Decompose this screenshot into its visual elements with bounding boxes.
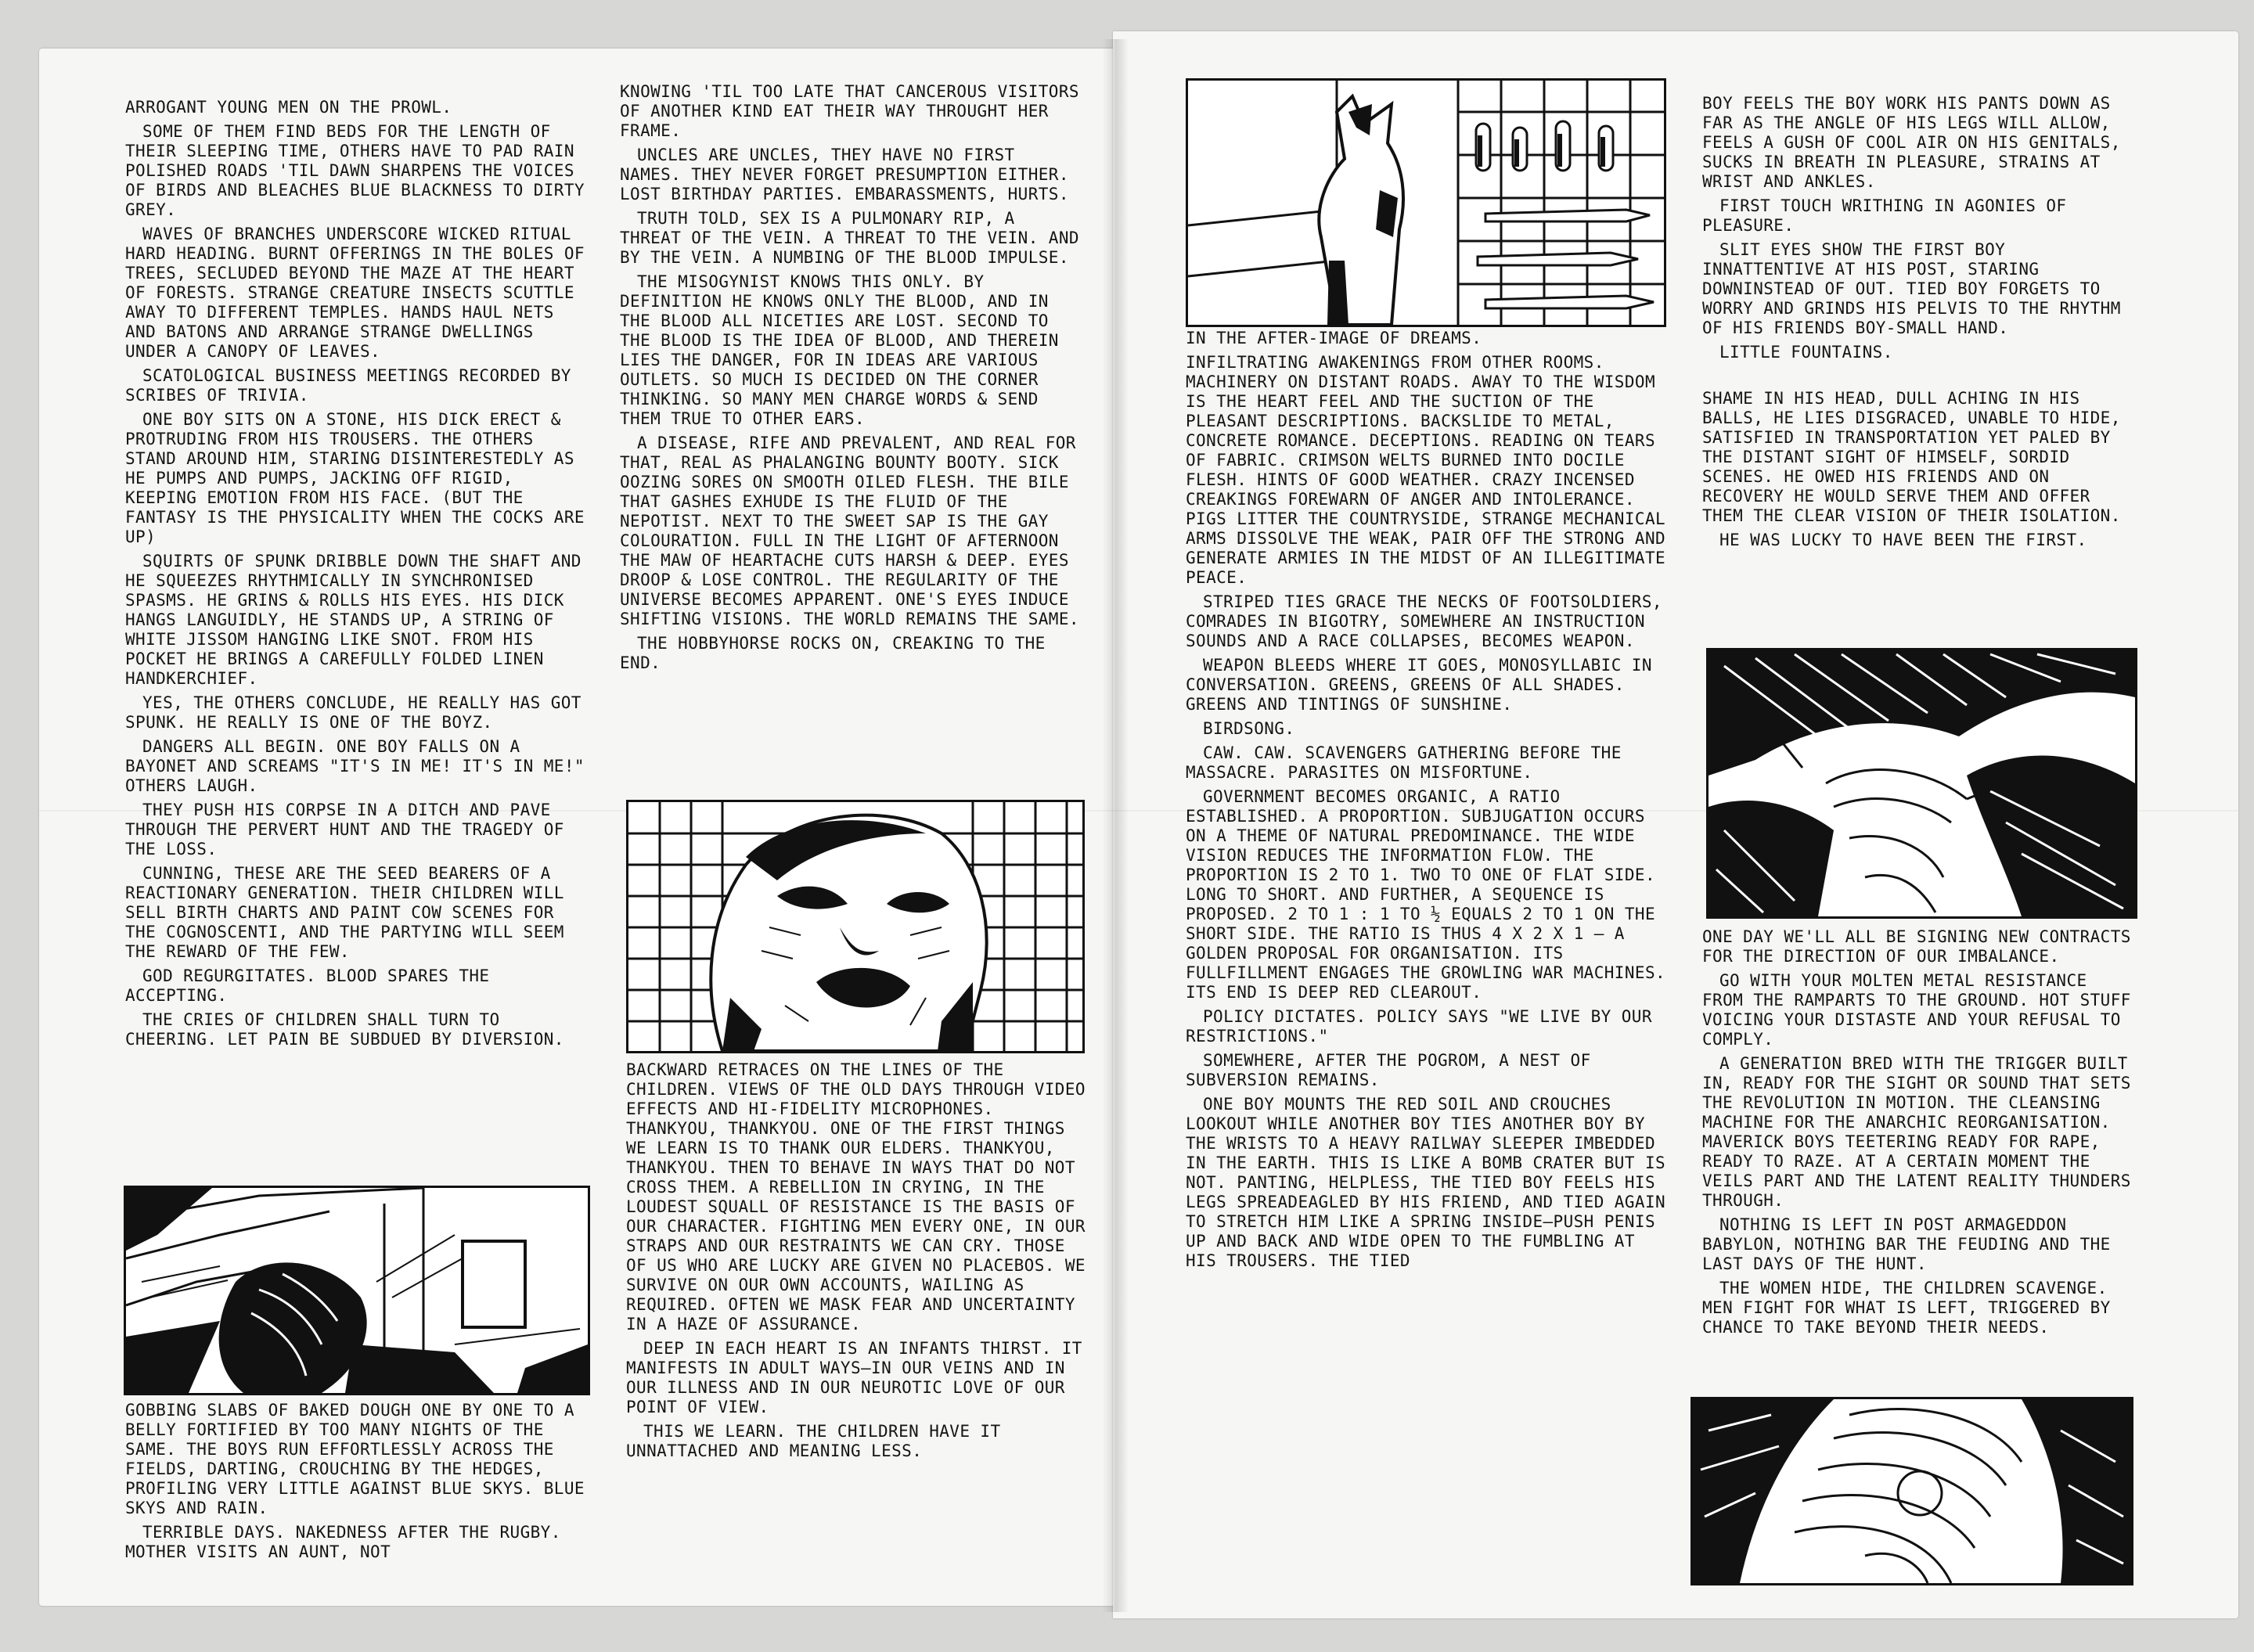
- paragraph: GOD REGURGITATES. BLOOD SPARES THE ACCEPTING.: [125, 966, 490, 1005]
- paragraph: WAVES OF BRANCHES UNDERSCORE WICKED RITUAL HARD HEADING. BURNT OFFERINGS IN THE BOLES OF TREES, SECLUDED BEYOND THE MAZE AT THE HEART OF FORESTS. STRANGE CREATURE INSECTS SCUTTLE AWAY TO DIFFERENT TEMPLES. HANDS HAUL NETS AND BATONS AND ARRANGE STRANGE DWELLINGS UNDER A CANOPY OF LEAVES.: [125, 225, 585, 361]
- left-column-2: [620, 82, 1082, 678]
- paragraph: BIRDSONG.: [1203, 719, 1295, 738]
- left-column-2-bottom: [626, 1060, 1088, 1466]
- paragraph: A GENERATION BRED WITH THE TRIGGER BUILT IN, READY FOR THE SIGHT OR SOUND THAT SETS THE REVOLUTION IN MOTION. THE CLEANSING MACHINE FOR THE ANARCHIC REORGANISATION. MAVERICK BOYS TEETERING READY FOR RAPE, READY TO RAZE. AT A CERTAIN MOMENT THE VEILS PART AND THE LATENT REALITY THUNDERS THROUGH.: [1702, 1054, 2131, 1210]
- paragraph: IN THE AFTER-IMAGE OF DREAMS.: [1186, 329, 1482, 347]
- paragraph: THE HOBBYHORSE ROCKS ON, CREAKING TO THE END.: [620, 634, 1046, 672]
- right-column-2: [1702, 94, 2137, 555]
- paragraph: GOBBING SLABS OF BAKED DOUGH ONE BY ONE TO A BELLY FORTIFIED BY TOO MANY NIGHTS OF THE SAME. THE BOYS RUN EFFORTLESSLY ACROSS THE FIELDS, DARTING, CROUCHING BY THE HEDGES, PROFILING VERY LITTLE AGAINST BLUE SKYS. BLUE SKYS AND RAIN.: [125, 1401, 585, 1517]
- paragraph: THEY PUSH HIS CORPSE IN A DITCH AND PAVE THROUGH THE PERVERT HUNT AND THE TRAGEDY OF THE LOSS.: [125, 801, 564, 858]
- paragraph: GOVERNMENT BECOMES ORGANIC, A RATIO ESTABLISHED. A PROPORTION. SUBJUGATION OCCURS ON A THEME OF NATURAL PREDOMINANCE. THE WIDE VISION REDUCES THE INFORMATION FLOW. THE PROPORTION IS 2 TO 1. TWO TO ONE OF FLAT SIDE. LONG TO SHORT. AND FURTHER, A SEQUENCE IS PROPOSED. 2 TO 1 : 1 TO ½ EQUALS 2 TO 1 ON THE SHORT SIDE. THE RATIO IS THUS 4 X 2 X 1 — A GOLDEN PROPOSAL FOR ORGANISATION. ITS FULLFILLMENT ENGAGES THE GROWLING WAR MACHINES. ITS END IS DEEP RED CLEAROUT.: [1186, 787, 1666, 1002]
- figure-panel: [1186, 78, 1666, 327]
- struggle-scene-drawing: [1709, 650, 2135, 916]
- paragraph: A DISEASE, RIFE AND PREVALENT, AND REAL FOR THAT, REAL AS PHALANGING BOUNTY BOOTY. SICK OOZING SORES ON SMOOTH OILED FLESH. THE BILE THAT GASHES EXHUDE IS THE FLUID OF THE NEPOTIST. NEXT TO THE SWEET SAP IS THE GAY COLOURATION. FULL IN THE LIGHT OF AFTERNOON THE MAW OF HEARTACHE CUTS HARSH & DEEP. EYES DROOP & LOSE CONTROL. THE REGULARITY OF THE UNIVERSE BECOMES APPARENT. ONE'S EYES INDUCE SHIFTING VISIONS. THE WORLD REMAINS THE SAME.: [620, 434, 1079, 628]
- paragraph: SOMEWHERE, AFTER THE POGROM, A NEST OF SUBVERSION REMAINS.: [1186, 1051, 1591, 1089]
- paragraph: BOY FEELS THE BOY WORK HIS PANTS DOWN AS FAR AS THE ANGLE OF HIS LEGS WILL ALLOW, FEELS A GUSH OF COOL AIR ON HIS GENITALS, SUCKS IN BREATH IN PLEASURE, STRAINS AT WRIST AND ANKLES.: [1702, 94, 2121, 191]
- bedroom-panel: [124, 1186, 590, 1395]
- closeup-panel: [1690, 1397, 2133, 1585]
- paragraph: KNOWING 'TIL TOO LATE THAT CANCEROUS VISITORS OF ANOTHER KIND EAT THEIR WAY THROUGHT HER FRAME.: [620, 82, 1079, 140]
- paragraph: STRIPED TIES GRACE THE NECKS OF FOOTSOLDIERS, COMRADES IN BIGOTRY, SOMEWHERE AN INSTRUCTION SOUNDS AND A RACE COLLAPSES, BECOMES WEAPON.: [1186, 592, 1662, 650]
- paragraph: POLICY DICTATES. POLICY SAYS "WE LIVE BY OUR RESTRICTIONS.": [1186, 1007, 1652, 1046]
- paragraph: SQUIRTS OF SPUNK DRIBBLE DOWN THE SHAFT AND HE SQUEEZES RHYTHMICALLY IN SYNCHRONISED SPASMS. HE GRINS & ROLLS HIS EYES. HIS DICK HANGS LANGUIDLY, HE STANDS UP, A STRING OF WHITE JISSOM HANGING LIKE SNOT. FROM HIS POCKET HE BRINGS A CAREFULLY FOLDED LINEN HANDKERCHIEF.: [125, 552, 582, 688]
- paragraph: HE WAS LUCKY TO HAVE BEEN THE FIRST.: [1719, 531, 2087, 549]
- figure-bullets-drawing: [1188, 81, 1664, 325]
- paragraph: ONE BOY SITS ON A STONE, HIS DICK ERECT & PROTRUDING FROM HIS TROUSERS. THE OTHERS STAND AROUND HIM, STARING DISINTERESTEDLY AS HE PUMPS AND PUMPS, JACKING OFF RIGID, KEEPING EMOTION FROM HIS FACE. (BUT THE FANTASY IS THE PHYSICALITY WHEN THE COCKS ARE UP): [125, 410, 585, 546]
- paragraph: SOME OF THEM FIND BEDS FOR THE LENGTH OF THEIR SLEEPING TIME, OTHERS HAVE TO PAD RAIN POLISHED ROADS 'TIL DAWN SHARPENS THE VOICES OF BIRDS AND BLEACHES BLUE BLACKNESS TO DIRTY GREY.: [125, 122, 585, 219]
- paragraph: THE CRIES OF CHILDREN SHALL TURN TO CHEERING. LET PAIN BE SUBDUED BY DIVERSION.: [125, 1010, 564, 1049]
- paragraph: LITTLE FOUNTAINS.: [1719, 343, 1893, 362]
- paragraph: INFILTRATING AWAKENINGS FROM OTHER ROOMS. MACHINERY ON DISTANT ROADS. AWAY TO THE WISDOM IS THE HEART FEEL AND THE SUCTION OF THE PLEASANT DESCRIPTIONS. BACKSLIDE TO METAL, CONCRETE ROMANCE. DECEPTIONS. READING ON TEARS OF FABRIC. CRIMSON WELTS BURNED INTO DOCILE FLESH. HINTS OF GOOD WEATHER. CRAZY INCENSED CREAKINGS FOREWARN OF ANGER AND INTOLERANCE. PIGS LITTER THE COUNTRYSIDE, STRANGE MECHANICAL ARMS DISSOLVE THE WEAK, PAIR OFF THE STRONG AND GENERATE ARMIES IN THE MIDST OF AN ILLEGITIMATE PEACE.: [1186, 353, 1666, 587]
- paragraph: UNCLES ARE UNCLES, THEY HAVE NO FIRST NAMES. THEY NEVER FORGET PRESUMPTION EITHER. LOST BIRTHDAY PARTIES. EMBARASSMENTS, HURTS.: [620, 146, 1069, 203]
- paragraph: SHAME IN HIS HEAD, DULL ACHING IN HIS BALLS, HE LIES DISGRACED, UNABLE TO HIDE, SATISFIED IN TRANSPORTATION YET PALED BY THE DISTANT SIGHT OF HIMSELF, SORDID SCENES. HE OWED HIS FRIENDS AND ON RECOVERY HE WOULD SERVE THEM AND OFFER THEM THE CLEAR VISION OF THEIR ISOLATION.: [1702, 389, 2121, 525]
- paragraph: NOTHING IS LEFT IN POST ARMAGEDDON BABYLON, NOTHING BAR THE FEUDING AND THE LAST DAYS OF THE HUNT.: [1702, 1215, 2111, 1273]
- closeup-drawing: [1693, 1399, 2131, 1583]
- paragraph: BACKWARD RETRACES ON THE LINES OF THE CHILDREN. VIEWS OF THE OLD DAYS THROUGH VIDEO EFFECTS AND HI-FIDELITY MICROPHONES. THANKYOU, THANKYOU. ONE OF THE FIRST THINGS WE LEARN IS TO THANK OUR ELDERS. THANKYOU, THANKYOU. THEN TO BEHAVE IN WAYS THAT DO NOT CROSS THEM. A REBELLION IN CRYING, IN THE LOUDEST SQUALL OF RESISTANCE IS THE BASIS OF OUR CHARACTER. FIGHTING MEN EVERY ONE, IN OUR STRAPS AND OUR RESTRAINTS WE CAN CRY. THOSE OF US WHO ARE LUCKY ARE GIVEN NO PLACEBOS. WE SURVIVE ON OUR OWN ACCOUNTS, WAILING AS REQUIRED. OFTEN WE MASK FEAR AND UNCERTAINTY IN A HAZE OF ASSURANCE.: [626, 1060, 1086, 1333]
- face-panel: [626, 800, 1085, 1053]
- paragraph: CUNNING, THESE ARE THE SEED BEARERS OF A REACTIONARY GENERATION. THEIR CHILDREN WILL SELL BIRTH CHARTS AND PAINT COW SCENES FOR THE COGNOSCENTI, AND THE PARTYING WILL SEEM THE REWARD OF THE FEW.: [125, 864, 564, 961]
- paragraph: SCATOLOGICAL BUSINESS MEETINGS RECORDED BY SCRIBES OF TRIVIA.: [125, 366, 571, 405]
- paragraph: ONE DAY WE'LL ALL BE SIGNING NEW CONTRACTS FOR THE DIRECTION OF OUR IMBALANCE.: [1702, 927, 2131, 966]
- struggle-panel: [1706, 648, 2137, 919]
- paragraph: GO WITH YOUR MOLTEN METAL RESISTANCE FROM THE RAMPARTS TO THE GROUND. HOT STUFF VOICING YOUR DISTASTE AND YOUR REFUSAL TO COMPLY.: [1702, 971, 2131, 1049]
- paragraph: DEEP IN EACH HEART IS AN INFANTS THIRST. IT MANIFESTS IN ADULT WAYS—IN OUR VEINS AND IN OUR ILLNESS AND IN OUR NEUROTIC LOVE OF OUR POINT OF VIEW.: [626, 1339, 1082, 1416]
- paragraph: TERRIBLE DAYS. NAKEDNESS AFTER THE RUGBY. MOTHER VISITS AN AUNT, NOT: [125, 1523, 561, 1561]
- right-column-1: [1186, 329, 1675, 1276]
- paragraph: TRUTH TOLD, SEX IS A PULMONARY RIP, A THREAT OF THE VEIN. A THREAT TO THE VEIN. AND BY THE VEIN. A NUMBING OF THE BLOOD IMPULSE.: [620, 209, 1079, 267]
- paragraph: WEAPON BLEEDS WHERE IT GOES, MONOSYLLABIC IN CONVERSATION. GREENS, GREENS OF ALL SHADES. GREENS AND TINTINGS OF SUNSHINE.: [1186, 656, 1652, 714]
- paragraph: ARROGANT YOUNG MEN ON THE PROWL.: [125, 98, 452, 117]
- bedroom-scene-drawing: [126, 1188, 588, 1393]
- paragraph: THE MISOGYNIST KNOWS THIS ONLY. BY DEFINITION HE KNOWS ONLY THE BLOOD, AND IN THE BLOOD ALL NICETIES ARE LOST. SECOND TO THE BLOOD IS THE IDEA OF BLOOD, AND THEREIN LIES THE DANGER, FOR IN IDEAS ARE VARIOUS OUTLETS. SO MUCH IS DECIDED ON THE CORNER THINKING. SO MANY MEN CHARGE WORDS & SEND THEM TRUE TO OTHER EARS.: [620, 272, 1059, 428]
- left-column-1: [125, 98, 587, 1054]
- paragraph: CAW. CAW. SCAVENGERS GATHERING BEFORE THE MASSACRE. PARASITES ON MISFORTUNE.: [1186, 743, 1622, 782]
- face-grid-drawing: [628, 802, 1082, 1051]
- spine-gutter: [1102, 39, 1129, 1612]
- right-column-2-bottom: [1702, 927, 2137, 1342]
- paragraph: YES, THE OTHERS CONCLUDE, HE REALLY HAS GOT SPUNK. HE REALLY IS ONE OF THE BOYZ.: [125, 693, 582, 732]
- paragraph: FIRST TOUCH WRITHING IN AGONIES OF PLEASURE.: [1702, 196, 2067, 235]
- paragraph: ONE BOY MOUNTS THE RED SOIL AND CROUCHES LOOKOUT WHILE ANOTHER BOY TIES ANOTHER BOY BY THE WRISTS TO A HEAVY RAILWAY SLEEPER IMBEDDED IN THE EARTH. THIS IS LIKE A BOMB CRATER BUT IS NOT. PANTING, HELPLESS, THE TIED BOY FEELS HIS LEGS SPREADEAGLED BY HIS FRIEND, AND TIED AGAIN TO STRETCH HIM LIKE A SPRING INSIDE—PUSH PENIS UP AND BACK AND WIDE OPEN TO THE FUMBLING AT HIS TROUSERS. THE TIED: [1186, 1095, 1666, 1270]
- left-column-1-bottom: [125, 1401, 587, 1567]
- paragraph: THIS WE LEARN. THE CHILDREN HAVE IT UNNATTACHED AND MEANING LESS.: [626, 1422, 1001, 1460]
- paragraph: THE WOMEN HIDE, THE CHILDREN SCAVENGE. MEN FIGHT FOR WHAT IS LEFT, TRIGGERED BY CHANCE TO TAKE BEYOND THEIR NEEDS.: [1702, 1279, 2111, 1337]
- paragraph: SLIT EYES SHOW THE FIRST BOY INNATTENTIVE AT HIS POST, STARING DOWNINSTEAD OF OUT. TIED BOY FORGETS TO WORRY AND GRINDS HIS PELVIS TO THE RHYTHM OF HIS FRIENDS BOY-SMALL HAND.: [1702, 240, 2121, 337]
- paragraph: DANGERS ALL BEGIN. ONE BOY FALLS ON A BAYONET AND SCREAMS "IT'S IN ME! IT'S IN ME!" OTHERS LAUGH.: [125, 737, 585, 795]
